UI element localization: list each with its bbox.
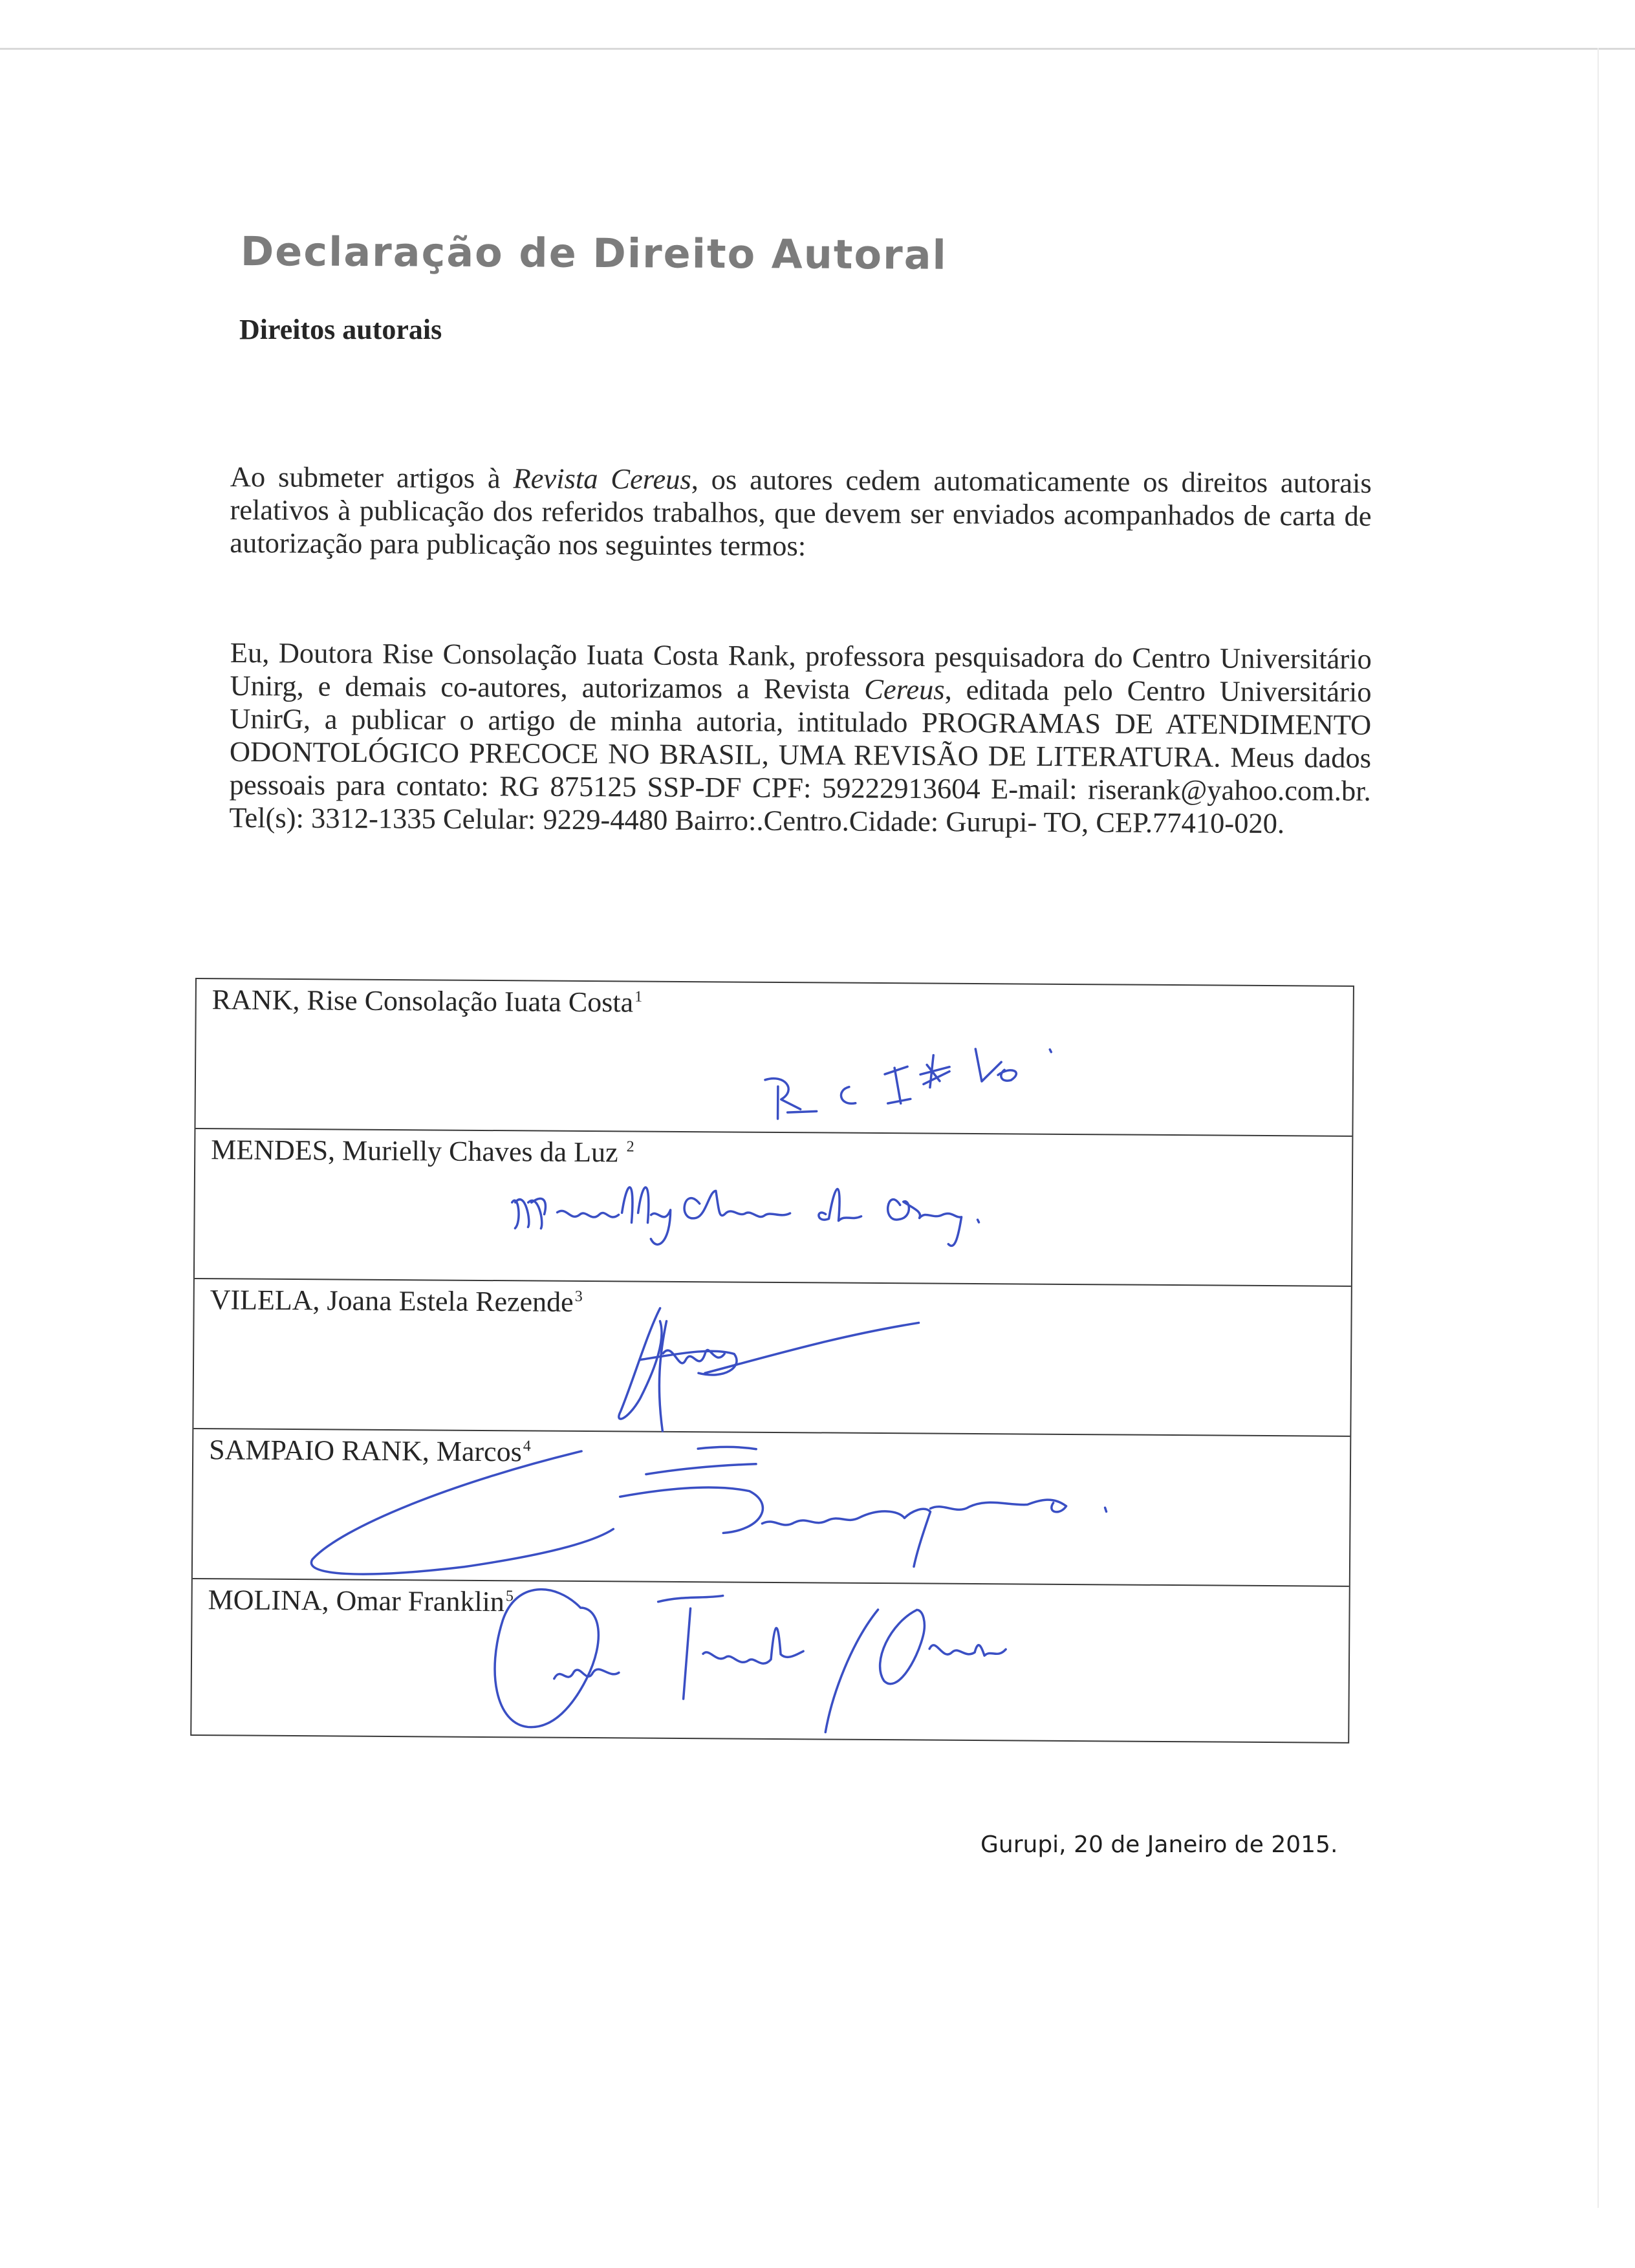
section-subtitle: Direitos autorais xyxy=(239,314,442,345)
signature-row-5 xyxy=(191,1579,1349,1745)
handwritten-signature-5 xyxy=(191,1579,1352,1742)
handwritten-signature-4 xyxy=(193,1429,1353,1592)
contact-mobile: Celular: 9229-4480 xyxy=(442,802,668,836)
contact-address: Bairro:.Centro.Cidade: Gurupi- TO, CEP.77410-020. xyxy=(675,803,1285,840)
contact-email: E-mail: riserank@yahoo.com.br. xyxy=(990,772,1371,807)
author-name-text: MOLINA, Omar Franklin xyxy=(208,1584,505,1618)
signature-table xyxy=(190,978,1354,1744)
contact-intro: . Meus dados pessoais para contato: xyxy=(229,740,1372,803)
handwritten-signature-2 xyxy=(195,1129,1355,1292)
page-title: Declaração de Direito Autoral xyxy=(240,228,947,279)
author-footnote-marker: 3 xyxy=(574,1288,583,1306)
signature-row-2 xyxy=(195,1129,1352,1287)
scan-edge-right xyxy=(1597,48,1599,2208)
signature-row-1 xyxy=(195,979,1352,1137)
intro-paragraph xyxy=(230,460,1372,566)
author-name-text: RANK, Rise Consolação Iuata Costa xyxy=(211,984,634,1019)
signature-row-3 xyxy=(193,1279,1350,1437)
author-name-text: VILELA, Joana Estela Rezende xyxy=(210,1284,574,1318)
author-footnote-marker: 2 xyxy=(626,1138,634,1156)
author-footnote-marker: 1 xyxy=(634,988,643,1006)
article-title: PROGRAMAS DE ATENDIMENTO ODONTOLÓGICO PRECOCE NO BRASIL, UMA REVISÃO DE LITERATURA xyxy=(229,706,1372,773)
scan-edge-top xyxy=(0,48,1635,50)
signature-row-4 xyxy=(193,1429,1350,1587)
author-name-text: SAMPAIO RANK, Marcos xyxy=(208,1434,522,1468)
authorization-paragraph xyxy=(229,636,1372,841)
author-footnote-marker: 5 xyxy=(505,1588,514,1605)
handwritten-signature-1 xyxy=(195,979,1356,1142)
author-footnote-marker: 4 xyxy=(523,1438,531,1455)
journal-name-short: Cereus xyxy=(864,673,945,706)
contact-rg: RG 875125 SSP-DF xyxy=(499,770,742,804)
authorization-text-start: Eu, Doutora Rise Consolação Iuata Costa Rank, professora pesquisadora do Centro Universitário Unirg, e demais co-autores, autorizamos a Revista xyxy=(230,636,1372,706)
journal-name: Revista Cereus xyxy=(513,462,691,495)
contact-cpf: CPF: 59222913604 xyxy=(752,771,980,805)
document-date: Gurupi, 20 de Janeiro de 2015. xyxy=(980,1831,1338,1858)
author-name-text: MENDES, Murielly Chaves da Luz xyxy=(211,1134,625,1169)
intro-text-end: , os autores cedem automaticamente os direitos autorais relativos à publicação dos referidos trabalhos, que devem ser enviados acompanhados de carta de autorização para publicação nos seguintes termos: xyxy=(230,462,1372,562)
contact-phone: Tel(s): 3312-1335 xyxy=(229,801,437,835)
intro-text-start: Ao submeter artigos à xyxy=(230,460,514,495)
handwritten-signature-3 xyxy=(193,1279,1354,1442)
authorization-text-mid: , editada pelo Centro Universitário UnirG, a publicar o artigo de minha autoria, intitulado xyxy=(230,673,1372,739)
